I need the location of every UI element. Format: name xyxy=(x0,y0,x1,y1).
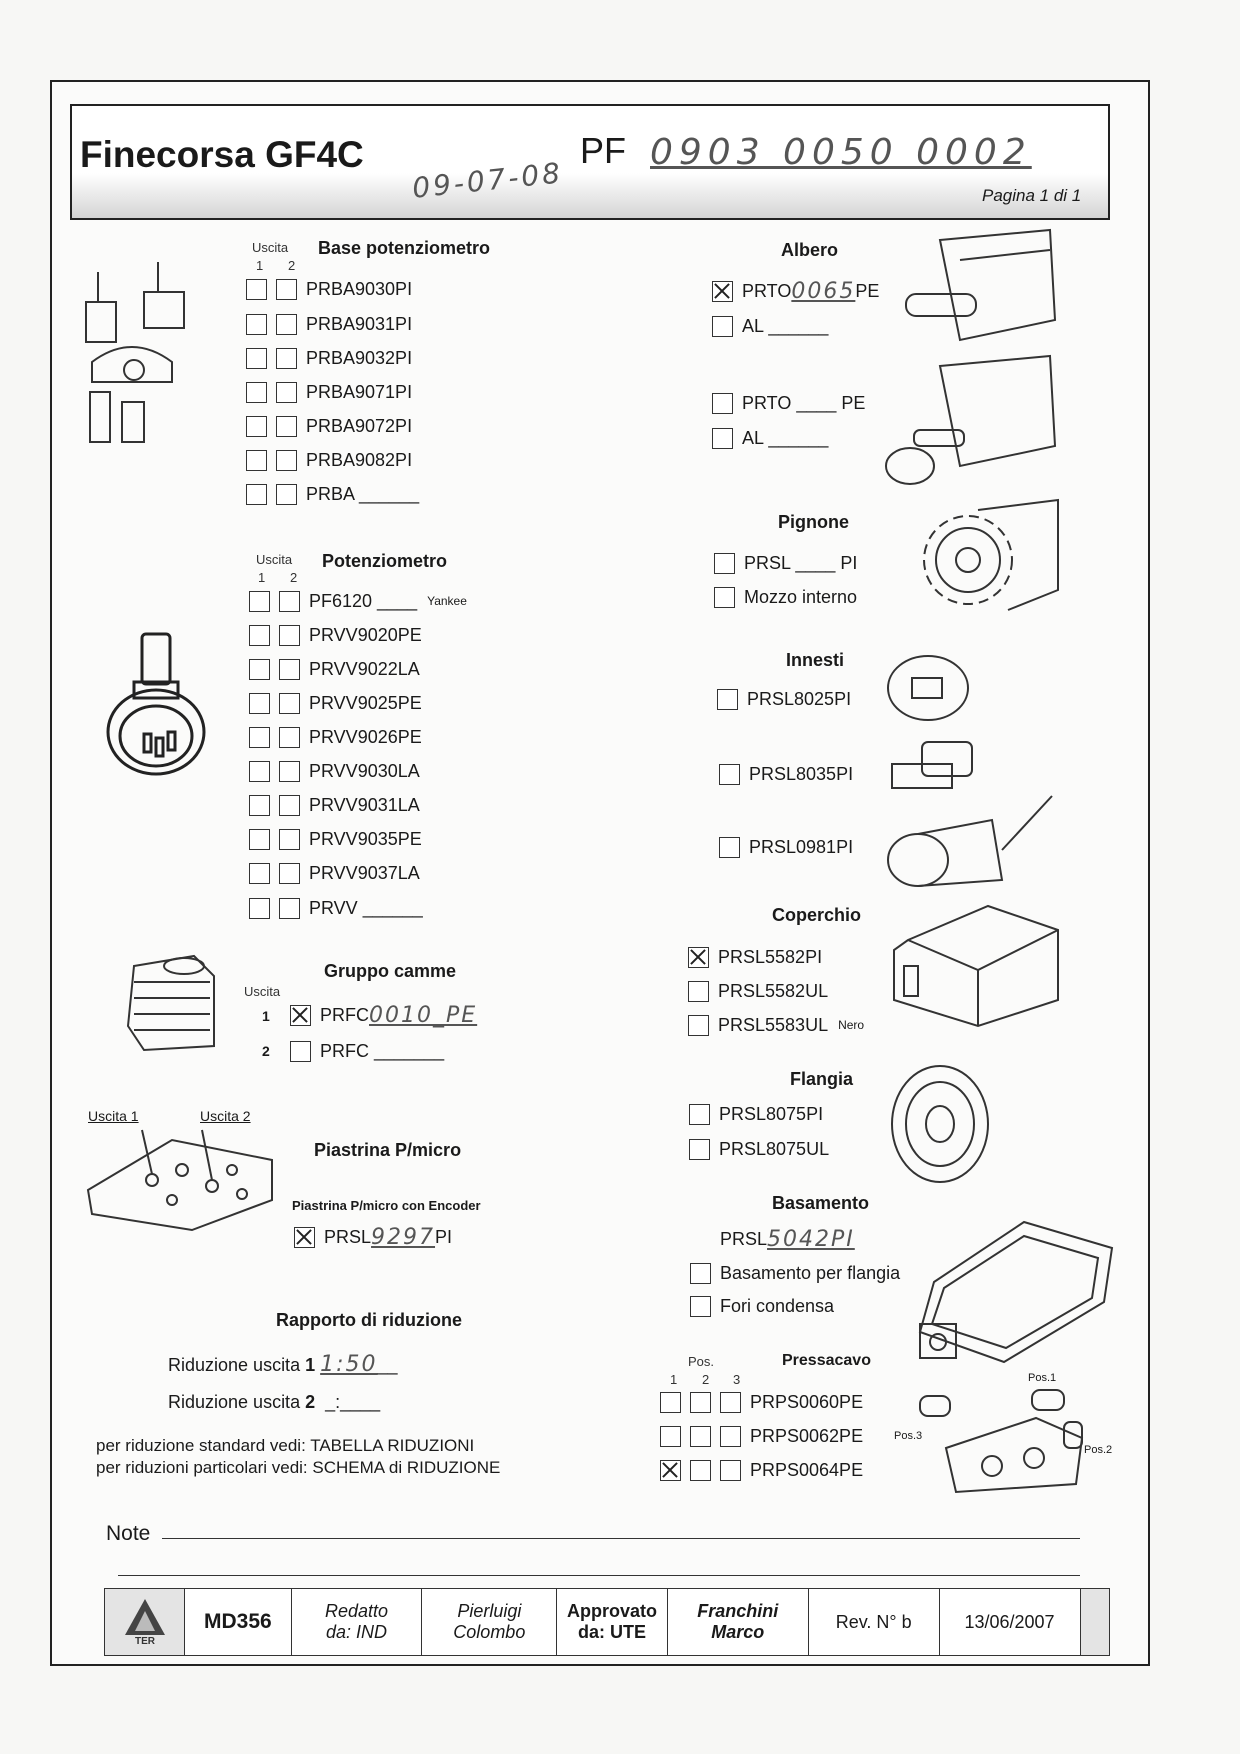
checkbox[interactable] xyxy=(246,314,267,335)
col-2-label: 2 xyxy=(290,570,298,585)
item-label: PRVV ______ xyxy=(309,897,423,918)
coperchio-row-3 xyxy=(688,1012,864,1038)
item-label: PRBA9082PI xyxy=(306,449,413,470)
base-row xyxy=(246,447,412,473)
gruppo-camme-title: Gruppo camme xyxy=(324,961,457,981)
author-cell xyxy=(422,1589,557,1656)
innesti-row-3 xyxy=(719,834,853,860)
row-2-number: 2 xyxy=(262,1043,270,1059)
item-label: Mozzo interno xyxy=(744,586,858,607)
logo-text: TER xyxy=(134,1635,155,1645)
pressacavo-row-1 xyxy=(660,1389,863,1415)
suffix-label: PI xyxy=(435,1226,453,1247)
pot-row xyxy=(249,758,420,784)
albero-illustration-2 xyxy=(880,356,1060,490)
checkbox[interactable] xyxy=(279,898,300,919)
checkbox[interactable] xyxy=(689,1139,710,1160)
checkbox[interactable] xyxy=(688,1015,709,1036)
approver-cell xyxy=(667,1589,808,1656)
basamento-title: Basamento xyxy=(772,1193,870,1213)
checkbox[interactable] xyxy=(719,764,740,785)
checkbox-checked[interactable] xyxy=(688,947,709,968)
item-label: PRBA ______ xyxy=(306,483,420,504)
redatto-cell xyxy=(291,1589,422,1656)
base-row xyxy=(246,276,412,302)
checkbox[interactable] xyxy=(690,1426,711,1447)
item-label: PRBA9032PI xyxy=(306,347,413,368)
item-label: PRVV9037LA xyxy=(309,862,420,883)
output-number: 2 xyxy=(305,1392,316,1412)
checkbox[interactable] xyxy=(249,591,270,612)
pot-row xyxy=(249,656,420,682)
checkbox[interactable] xyxy=(249,727,270,748)
base-row xyxy=(246,481,419,507)
pot-row xyxy=(249,724,422,750)
riduzione-1-row xyxy=(168,1352,398,1377)
uscita-label: Uscita xyxy=(244,984,281,999)
pf-label: PF xyxy=(580,130,627,171)
item-label: PRVV9030LA xyxy=(309,760,420,781)
uscita-1-label: Uscita 1 xyxy=(88,1108,139,1124)
item-label: PRSL8035PI xyxy=(749,763,854,784)
item-label: PRBA9030PI xyxy=(306,278,413,299)
item-label: PRVV9035PE xyxy=(309,828,422,849)
item-label: PRVV9026PE xyxy=(309,726,422,747)
albero-row-4 xyxy=(712,425,828,451)
item-label: PRSL5583UL xyxy=(718,1014,829,1035)
item-label: PRBA9031PI xyxy=(306,313,413,334)
prefix-label: PRTO xyxy=(742,280,792,301)
pignone-row-2 xyxy=(714,584,857,610)
handwritten-ratio[interactable]: 1:50 xyxy=(320,1352,378,1377)
base-row xyxy=(246,413,412,439)
col-1-label: 1 xyxy=(670,1372,678,1387)
riduzione-2-row xyxy=(168,1392,380,1413)
checkbox[interactable] xyxy=(246,348,267,369)
doc-code: MD356 xyxy=(185,1589,291,1656)
checkbox-checked[interactable] xyxy=(712,281,733,302)
particular-reduction-line: per riduzioni particolari vedi: SCHEMA di RIDUZIONE xyxy=(96,1458,501,1477)
checkbox[interactable] xyxy=(660,1392,681,1413)
pos-1-label: Pos.1 xyxy=(1028,1372,1057,1384)
ter-logo-icon xyxy=(123,1595,167,1645)
innesti-row-2 xyxy=(719,761,853,787)
pos-3-label: Pos.3 xyxy=(894,1430,923,1442)
innesti-title: Innesti xyxy=(786,650,845,670)
checkbox[interactable] xyxy=(276,484,297,505)
checkbox-checked[interactable] xyxy=(660,1460,681,1481)
checkbox[interactable] xyxy=(276,348,297,369)
checkbox[interactable] xyxy=(714,587,735,608)
checkbox[interactable] xyxy=(249,829,270,850)
nero-note: Nero xyxy=(838,1018,865,1032)
potenziometro-illustration xyxy=(104,632,210,780)
base-potenziometro-illustration xyxy=(82,262,182,462)
camme-row-2 xyxy=(290,1038,444,1064)
item-label: PRVV9020PE xyxy=(309,624,422,645)
potenziometro-title: Potenziometro xyxy=(322,551,448,571)
checkbox[interactable] xyxy=(246,382,267,403)
checkbox[interactable] xyxy=(720,1426,741,1447)
item-label: PRPS0060PE xyxy=(750,1391,864,1412)
pos-2-label: Pos.2 xyxy=(1084,1444,1113,1456)
prefix-label: PRSL xyxy=(720,1228,768,1249)
checkbox[interactable] xyxy=(712,316,733,337)
yankee-note: Yankee xyxy=(427,594,467,608)
item-label: AL ______ xyxy=(742,315,829,336)
pignone-title: Pignone xyxy=(778,512,849,532)
innesti-row-1 xyxy=(717,686,851,712)
handwritten-value[interactable]: 0010_PE xyxy=(369,1002,478,1028)
handwritten-value[interactable]: 0065 xyxy=(791,278,856,304)
checkbox[interactable] xyxy=(246,450,267,471)
checkbox[interactable] xyxy=(279,727,300,748)
checkbox[interactable] xyxy=(246,279,267,300)
checkbox[interactable] xyxy=(279,625,300,646)
separator-line xyxy=(118,1575,1080,1576)
flangia-title: Flangia xyxy=(790,1069,854,1089)
checkbox[interactable] xyxy=(246,484,267,505)
albero-row-2 xyxy=(712,313,828,339)
pf-value[interactable]: 0903 0050 0002 xyxy=(650,132,1032,173)
pot-row xyxy=(249,622,422,648)
checkbox[interactable] xyxy=(249,761,270,782)
checkbox-checked[interactable] xyxy=(294,1227,315,1248)
pot-row xyxy=(249,588,467,614)
riduzione-label: Riduzione uscita xyxy=(168,1392,301,1412)
footer-date: 13/06/2007 xyxy=(939,1589,1080,1656)
row-1-number: 1 xyxy=(262,1008,270,1024)
item-label: PRBA9071PI xyxy=(306,381,413,402)
uscita-2-label: Uscita 2 xyxy=(200,1108,251,1124)
checkbox[interactable] xyxy=(279,761,300,782)
checkbox[interactable] xyxy=(714,553,735,574)
logo-cell xyxy=(105,1589,185,1656)
piastrina-row xyxy=(294,1224,452,1250)
basamento-row-2 xyxy=(690,1293,834,1319)
checkbox[interactable] xyxy=(690,1263,711,1284)
page-number: Pagina 1 di 1 xyxy=(982,186,1082,205)
pressacavo-row-3 xyxy=(660,1457,863,1483)
pressacavo-illustration xyxy=(916,1388,1086,1492)
item-label: PRVV9025PE xyxy=(309,692,422,713)
redatto-label: Redatto xyxy=(324,1601,388,1621)
base-row xyxy=(246,311,412,337)
checkbox[interactable] xyxy=(712,393,733,414)
form-title: Finecorsa GF4C xyxy=(80,134,364,175)
author-first: Pierluigi xyxy=(457,1601,522,1621)
checkbox[interactable] xyxy=(249,659,270,680)
uscita-label: Uscita xyxy=(252,240,289,255)
checkbox[interactable] xyxy=(276,314,297,335)
checkbox[interactable] xyxy=(276,279,297,300)
basamento-illustration xyxy=(914,1212,1114,1368)
blank-ratio[interactable]: _:____ xyxy=(325,1392,381,1412)
checkbox[interactable] xyxy=(290,1041,311,1062)
pos-label: Pos. xyxy=(688,1354,715,1369)
item-label: PRFC _______ xyxy=(320,1040,445,1061)
checkbox[interactable] xyxy=(276,382,297,403)
item-label: PRSL ____ PI xyxy=(744,552,858,573)
checkbox[interactable] xyxy=(276,416,297,437)
checkbox[interactable] xyxy=(249,795,270,816)
pot-row xyxy=(249,860,420,886)
checkbox[interactable] xyxy=(246,416,267,437)
checkbox[interactable] xyxy=(279,795,300,816)
approver-first: Marco xyxy=(711,1622,765,1642)
pot-row xyxy=(249,826,422,852)
piastrina-illustration xyxy=(82,1130,278,1234)
piastrina-title: Piastrina P/micro xyxy=(314,1140,462,1160)
item-label: PRSL8075UL xyxy=(719,1138,830,1159)
std-reduction-line: per riduzione standard vedi: TABELLA RIDUZIONI xyxy=(96,1436,475,1455)
checkbox[interactable] xyxy=(717,689,738,710)
checkbox[interactable] xyxy=(690,1296,711,1317)
approvato-label: Approvato xyxy=(567,1601,658,1621)
innesti-illustration xyxy=(882,650,1062,890)
checkbox[interactable] xyxy=(712,428,733,449)
checkbox-checked[interactable] xyxy=(290,1005,311,1026)
checkbox[interactable] xyxy=(276,450,297,471)
item-label: Basamento per flangia xyxy=(720,1262,901,1283)
item-label: PRPS0064PE xyxy=(750,1459,864,1480)
item-label: PRPS0062PE xyxy=(750,1425,864,1446)
checkbox[interactable] xyxy=(719,837,740,858)
approvato-dept: da: UTE xyxy=(578,1622,647,1642)
rapporto-title: Rapporto di riduzione xyxy=(276,1310,462,1330)
flangia-illustration xyxy=(888,1062,992,1186)
pignone-illustration xyxy=(918,500,1062,624)
basamento-code-row xyxy=(720,1226,855,1252)
item-label: PRVV9022LA xyxy=(309,658,420,679)
base-row xyxy=(246,379,412,405)
checkbox[interactable] xyxy=(279,693,300,714)
coperchio-row-2 xyxy=(688,978,828,1004)
col-2-label: 2 xyxy=(702,1372,710,1387)
handwritten-date: 09-07-08 xyxy=(410,156,565,205)
item-label: PF6120 ____ xyxy=(309,590,418,611)
output-number: 1 xyxy=(305,1355,316,1375)
pignone-row-1 xyxy=(714,550,857,576)
revision: Rev. N° b xyxy=(808,1589,939,1656)
encoder-label: Piastrina P/micro con Encoder xyxy=(292,1198,481,1213)
item-label: Fori condensa xyxy=(720,1295,835,1316)
coperchio-title: Coperchio xyxy=(772,905,862,925)
uscita-label: Uscita xyxy=(256,552,293,567)
redatto-dept: da: IND xyxy=(325,1622,387,1642)
prefix-label: PRSL xyxy=(324,1226,372,1247)
base-row xyxy=(246,345,412,371)
footer-table xyxy=(104,1588,1110,1656)
author-last: Colombo xyxy=(453,1622,526,1642)
approvato-cell xyxy=(557,1589,668,1656)
handwritten-value[interactable]: 5042PI xyxy=(767,1226,855,1252)
item-label: PRVV9031LA xyxy=(309,794,420,815)
riduzione-label: Riduzione uscita xyxy=(168,1355,301,1375)
flangia-row-1 xyxy=(689,1101,823,1127)
suffix-label: PE xyxy=(855,280,880,301)
blank-tail: __ xyxy=(377,1355,398,1375)
albero-illustration-1 xyxy=(900,230,1060,354)
col-3-label: 3 xyxy=(733,1372,741,1387)
col-1-label: 1 xyxy=(256,258,264,273)
checkbox[interactable] xyxy=(279,863,300,884)
checkbox[interactable] xyxy=(279,829,300,850)
pot-row xyxy=(249,690,422,716)
note-input-line[interactable] xyxy=(162,1538,1080,1539)
col-1-label: 1 xyxy=(258,570,266,585)
pot-row xyxy=(249,792,420,818)
basamento-row-1 xyxy=(690,1260,900,1286)
item-label: PRSL8075PI xyxy=(719,1103,824,1124)
footer-end-cell xyxy=(1080,1589,1109,1656)
camme-row-1 xyxy=(290,1002,477,1028)
albero-row-1 xyxy=(712,278,879,304)
col-2-label: 2 xyxy=(288,258,296,273)
item-label: PRSL5582PI xyxy=(718,946,823,967)
checkbox[interactable] xyxy=(279,591,300,612)
item-label: PRSL0981PI xyxy=(749,836,854,857)
item-label: PRSL5582UL xyxy=(718,980,829,1001)
base-potenziometro-title: Base potenziometro xyxy=(318,238,491,258)
checkbox[interactable] xyxy=(249,898,270,919)
checkbox[interactable] xyxy=(690,1392,711,1413)
checkbox[interactable] xyxy=(688,981,709,1002)
gruppo-camme-illustration xyxy=(124,946,220,1054)
checkbox[interactable] xyxy=(720,1460,741,1481)
prefix-label: PRFC xyxy=(320,1004,369,1025)
checkbox[interactable] xyxy=(249,693,270,714)
item-label: PRTO ____ PE xyxy=(742,392,866,413)
coperchio-illustration xyxy=(888,900,1064,1030)
checkbox[interactable] xyxy=(249,863,270,884)
coperchio-row-1 xyxy=(688,944,822,970)
albero-title: Albero xyxy=(781,240,839,260)
checkbox[interactable] xyxy=(279,659,300,680)
note-label: Note xyxy=(106,1522,151,1545)
checkbox[interactable] xyxy=(660,1426,681,1447)
albero-row-3 xyxy=(712,390,865,416)
flangia-row-2 xyxy=(689,1136,829,1162)
item-label: PRBA9072PI xyxy=(306,415,413,436)
item-label: PRSL8025PI xyxy=(747,688,852,709)
pressacavo-title: Pressacavo xyxy=(782,1352,871,1369)
checkbox[interactable] xyxy=(720,1392,741,1413)
pressacavo-row-2 xyxy=(660,1423,863,1449)
item-label: AL ______ xyxy=(742,427,829,448)
checkbox[interactable] xyxy=(689,1104,710,1125)
handwritten-value[interactable]: 9297 xyxy=(371,1224,436,1250)
checkbox[interactable] xyxy=(690,1460,711,1481)
approver-last: Franchini xyxy=(697,1601,779,1621)
checkbox[interactable] xyxy=(249,625,270,646)
pot-row xyxy=(249,895,423,921)
